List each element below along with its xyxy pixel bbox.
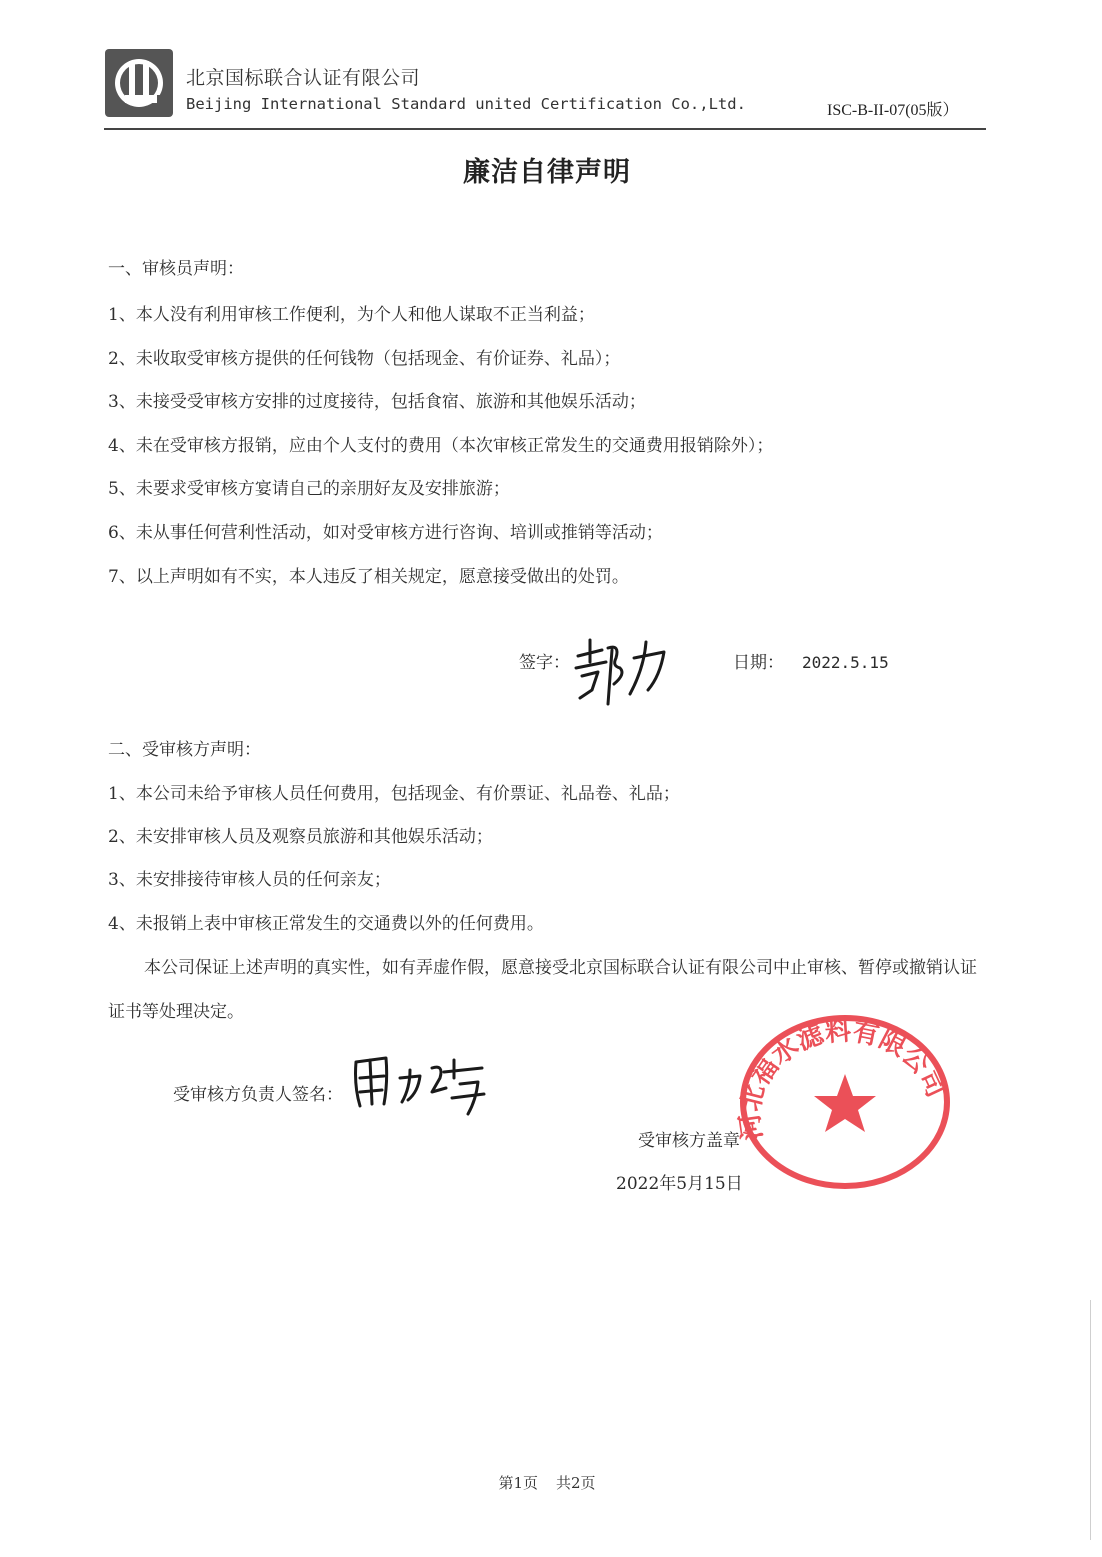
section2-item: 3、未安排接待审核人员的任何亲友； xyxy=(108,870,391,890)
seal-text: 河北福水滤料有限公司 xyxy=(735,1016,951,1142)
company-seal xyxy=(735,1004,955,1194)
page-total: 共2页 xyxy=(556,1474,596,1492)
section1-item: 6、未从事任何营利性活动，如对受审核方进行咨询、培训或推销等活动； xyxy=(108,523,663,543)
auditor-sign-label: 签字： xyxy=(519,653,570,673)
form-code: ISC-B-II-07(05版） xyxy=(827,102,959,119)
section1-item: 7、以上声明如有不实，本人违反了相关规定，愿意接受做出的处罚。 xyxy=(108,567,629,587)
guarantee-paragraph: 本公司保证上述声明的真实性，如有弄虚作假，愿意接受北京国标联合认证有限公司中止审核、暂停或撤销认证证书等处理决定。 xyxy=(108,958,977,1022)
responsible-signature xyxy=(348,1048,488,1123)
page-number: 第1页 xyxy=(498,1474,538,1492)
company-logo xyxy=(103,47,175,119)
section1-item: 4、未在受审核方报销，应由个人支付的费用（本次审核正常发生的交通费用报销除外）； xyxy=(108,436,774,456)
section2-item: 4、未报销上表中审核正常发生的交通费以外的任何费用。 xyxy=(108,914,544,934)
org-name-en: Beijing International Standard united Certification Co.,Ltd. xyxy=(186,95,746,113)
section1-item: 1、本人没有利用审核工作便利，为个人和他人谋取不正当利益； xyxy=(108,305,595,325)
section1-heading: 一、审核员声明： xyxy=(108,259,244,279)
section2-heading: 二、受审核方声明： xyxy=(108,740,261,760)
document-title: 廉洁自律声明 xyxy=(463,157,631,188)
auditor-date-label: 日期： xyxy=(733,653,784,673)
stamp-date: 2022年5月15日 xyxy=(616,1174,743,1194)
auditor-date xyxy=(733,648,889,673)
scan-edge xyxy=(1090,1300,1091,1540)
page-footer xyxy=(0,1472,1094,1493)
org-name-cn: 北京国标联合认证有限公司 xyxy=(186,67,421,89)
section1-item: 5、未要求受审核方宴请自己的亲朋好友及安排旅游； xyxy=(108,479,510,499)
auditor-date-value: 2022.5.15 xyxy=(802,653,889,672)
header-divider xyxy=(104,128,986,130)
responsible-sign-label: 受审核方负责人签名： xyxy=(173,1085,343,1105)
auditor-signature xyxy=(568,628,668,708)
stamp-label: 受审核方盖章 xyxy=(638,1131,740,1151)
section1-item: 2、未收取受审核方提供的任何钱物（包括现金、有价证券、礼品）； xyxy=(108,349,621,369)
section2-item: 2、未安排审核人员及观察员旅游和其他娱乐活动； xyxy=(108,827,493,847)
section2-item: 1、本公司未给予审核人员任何费用，包括现金、有价票证、礼品卷、礼品； xyxy=(108,784,680,804)
section1-item: 3、未接受受审核方安排的过度接待，包括食宿、旅游和其他娱乐活动； xyxy=(108,392,646,412)
